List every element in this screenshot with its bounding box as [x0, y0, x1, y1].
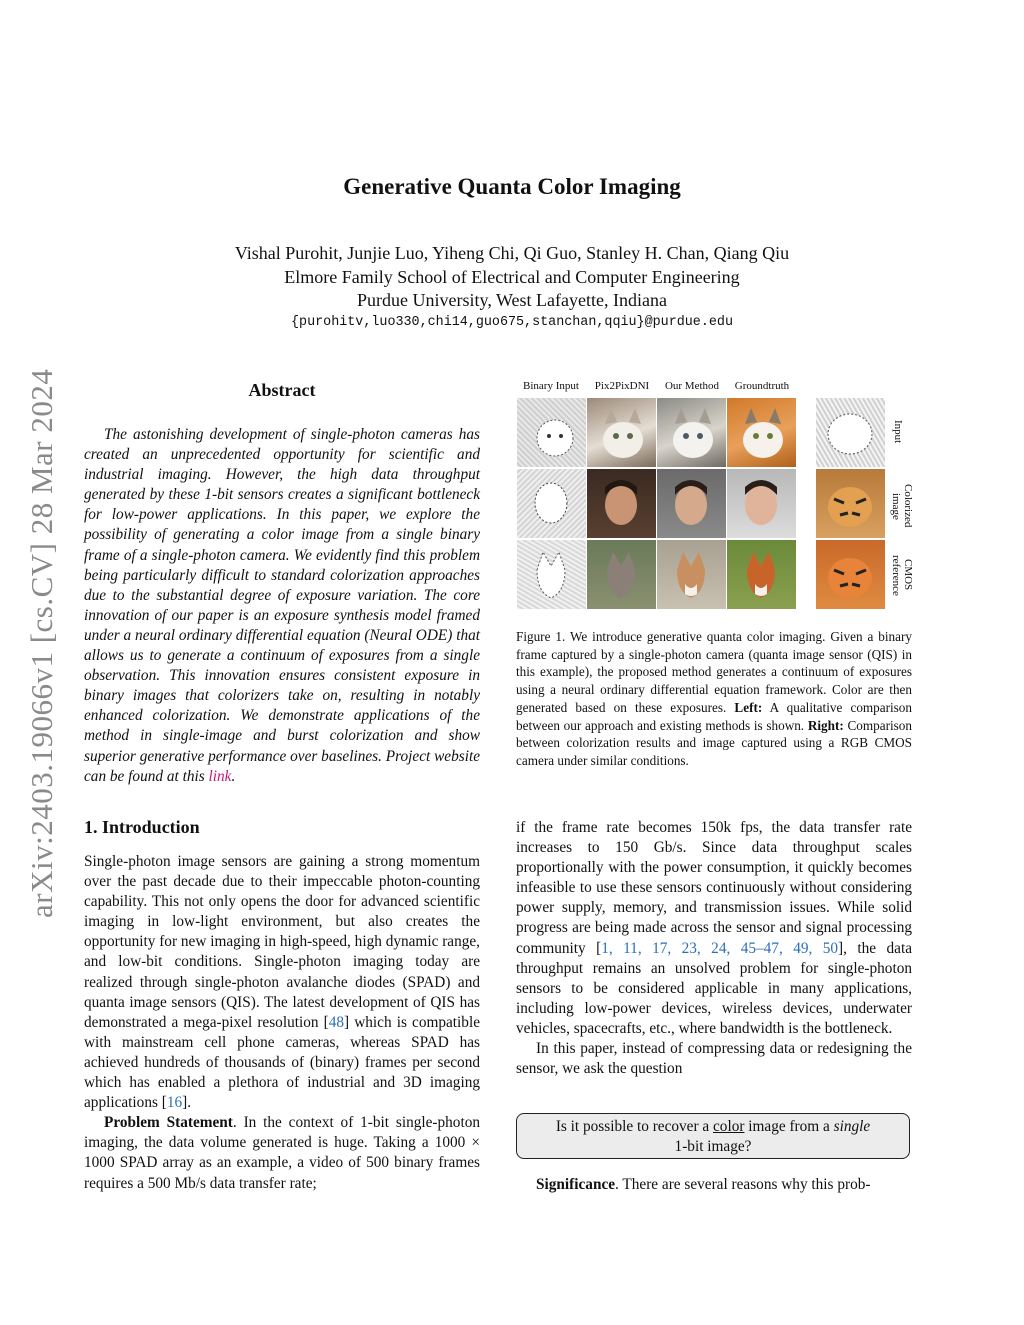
question-text-a: Is it possible to recover a: [555, 1118, 713, 1135]
caption-text-2: A qualitative comparison between our approach and existing methods is shown.: [516, 699, 912, 733]
citation-link[interactable]: 48: [328, 1013, 345, 1031]
our-method-face-image: [657, 469, 726, 538]
pix2pixdni-fox-image: [587, 540, 656, 609]
author-list: Vishal Purohit, Junjie Luo, Yiheng Chi, Qi Guo, Stanley H. Chan, Qiang Qiu: [234, 243, 790, 263]
caption-text-3: Comparison between colorization results and image captured using a RGB CMOS camera under similar conditions.: [516, 717, 912, 768]
pix2pixdni-face-image: [587, 469, 656, 538]
paper-title: Generative Quanta Color Imaging: [343, 174, 681, 199]
figure-1-caption: [516, 628, 912, 770]
column-header-groundtruth: Groundtruth: [734, 380, 790, 392]
right-paragraph-1: if the frame rate becomes 150k fps, the data transfer rate increases to 150 Gb/s. Since data throughput scales proportionally with the power consumption, it quickly becomes infeasible to use these sensors continuously without considering power supply, memory, and transmission issues. While solid progress are being made across the sensor and signal processing community [: [516, 819, 912, 957]
abstract-tail: .: [231, 767, 236, 785]
groundtruth-cat-image: [727, 398, 796, 467]
citation-link[interactable]: 16: [166, 1094, 183, 1112]
section-heading-introduction: 1. Introduction: [84, 817, 200, 837]
column-header-our-method: Our Method: [664, 380, 720, 392]
problem-statement-label: Problem Statement: [104, 1114, 233, 1132]
our-method-cat-image: [657, 398, 726, 467]
affiliation-line-2: Purdue University, West Lafayette, Indiana: [357, 290, 667, 310]
intro-body: [84, 852, 480, 1194]
author-block: [0, 242, 1024, 313]
pix2pixdni-cat-image: [587, 398, 656, 467]
tiger-colorized-image: [816, 469, 885, 538]
question-text-c: 1-bit image?: [674, 1138, 752, 1155]
caption-label: Figure 1.: [516, 629, 566, 644]
tiger-cmos-reference-image: [816, 540, 885, 609]
binary-fox-image: [517, 540, 586, 609]
abstract-text: The astonishing development of single-photon cameras has created an unprecedented opportunity for scientific and industrial imaging. However, the high data throughput generated by these 1-bit sensors creates a significant bottleneck for low-power applications. In this paper, we explore the possibility of generating a color image from a single binary frame of a single-photon camera. We evidently find this problem being particularly difficult to standard colorization approaches due to the substantial degree of exposure variation. The core innovation of our paper is an exposure synthesis model framed under a neural ordinary differential equation (Neural ODE) that allows us to generate a continuum of exposures from a single observation. This innovation ensures consistent exposure in binary images that colorizers take on, resulting in notably enhanced colorization. We demonstrate applications of the method in single-image and burst colorization and show superior generative performance over baselines. Project website can be found at this: [84, 426, 480, 785]
intro-paragraph-2: . In the context of 1-bit single-photon imaging, the data volume generated is huge. Taking a 1000 × 1000 SPAD array as an example, a video of 500 binary frames requires a 500 Mb/s data transfer rate;: [84, 1114, 480, 1192]
citation-links[interactable]: 1, 11, 17, 23, 24, 45–47, 49, 50: [601, 939, 839, 957]
caption-right-label: Right:: [807, 717, 844, 733]
row-label-cmos-reference: CMOS reference: [890, 554, 914, 596]
intro-paragraph-1-cont: ] which is compatible with mainstream cell phone cameras, whereas SPAD has achieved hundreds of thousands of (binary) frames per second which has enabled a plethora of industrial and 3D imaging applications [: [84, 1013, 480, 1112]
row-label-input: Input: [892, 420, 904, 444]
our-method-fox-image: [657, 540, 726, 609]
column-header-pix2pixdni: Pix2PixDNI: [594, 380, 650, 392]
research-question-box: [516, 1113, 910, 1159]
significance-paragraph: [516, 1175, 912, 1195]
abstract-heading: Abstract: [248, 380, 316, 400]
caption-left-label: Left:: [734, 699, 763, 715]
question-color-word: color: [713, 1118, 745, 1135]
abstract-body: [84, 425, 480, 787]
tiger-input-image: [816, 398, 885, 467]
significance-label: Significance: [536, 1176, 616, 1193]
question-text-b: image from a: [744, 1118, 834, 1135]
binary-face-image: [517, 469, 586, 538]
right-column-body: [516, 818, 912, 1079]
author-emails: {purohitv,luo330,chi14,guo675,stanchan,qqiu}@purdue.edu: [291, 315, 733, 330]
intro-paragraph-1-end: ].: [182, 1094, 192, 1112]
right-paragraph-1-end: ], the data throughput remains an unsolved problem for single-photon sensors to be considered applicable in many applications, including low-power devices, wireless devices, underwater vehicles, spacecrafts, etc., where bandwidth is the bottleneck.: [516, 939, 912, 1037]
caption-text-1: We introduce generative quanta color imaging. Given a binary frame captured by a single-photon camera (quanta image sensor (QIS) in this example), the proposed method generates a continuum of exposures using a neural ordinary differential equation framework. Color are then generated based on these exposures.: [516, 629, 912, 715]
binary-cat-image: [517, 398, 586, 467]
significance-text: . There are several reasons why this prob-: [615, 1176, 871, 1193]
arxiv-identifier: arXiv:2403.19066v1 [cs.CV] 28 Mar 2024: [24, 368, 59, 918]
project-link[interactable]: link: [208, 767, 232, 785]
right-paragraph-2: In this paper, instead of compressing data or redesigning the sensor, we ask the question: [516, 1040, 912, 1078]
figure-1: [516, 378, 916, 613]
column-header-binary-input: Binary Input: [523, 380, 579, 392]
row-label-colorized-image: Colorized image: [890, 484, 914, 528]
intro-paragraph-1: Single-photon image sensors are gaining a strong momentum over the past decade due to their impeccable photon-counting capability. This not only opens the door for advanced scientific imaging in low-light environment, but also creates the opportunity for new imaging in high-speed, high dynamic range, and low-bit conditions. Single-photon imaging today are realized through single-photon avalanche diodes (SPAD) and quanta image sensors (QIS). The latest development of QIS has demonstrated a mega-pixel resolution [: [84, 853, 480, 1031]
affiliation-line-1: Elmore Family School of Electrical and Computer Engineering: [284, 266, 740, 287]
groundtruth-face-image: [727, 469, 796, 538]
question-single-word: single: [833, 1118, 871, 1135]
groundtruth-fox-image: [727, 540, 796, 609]
